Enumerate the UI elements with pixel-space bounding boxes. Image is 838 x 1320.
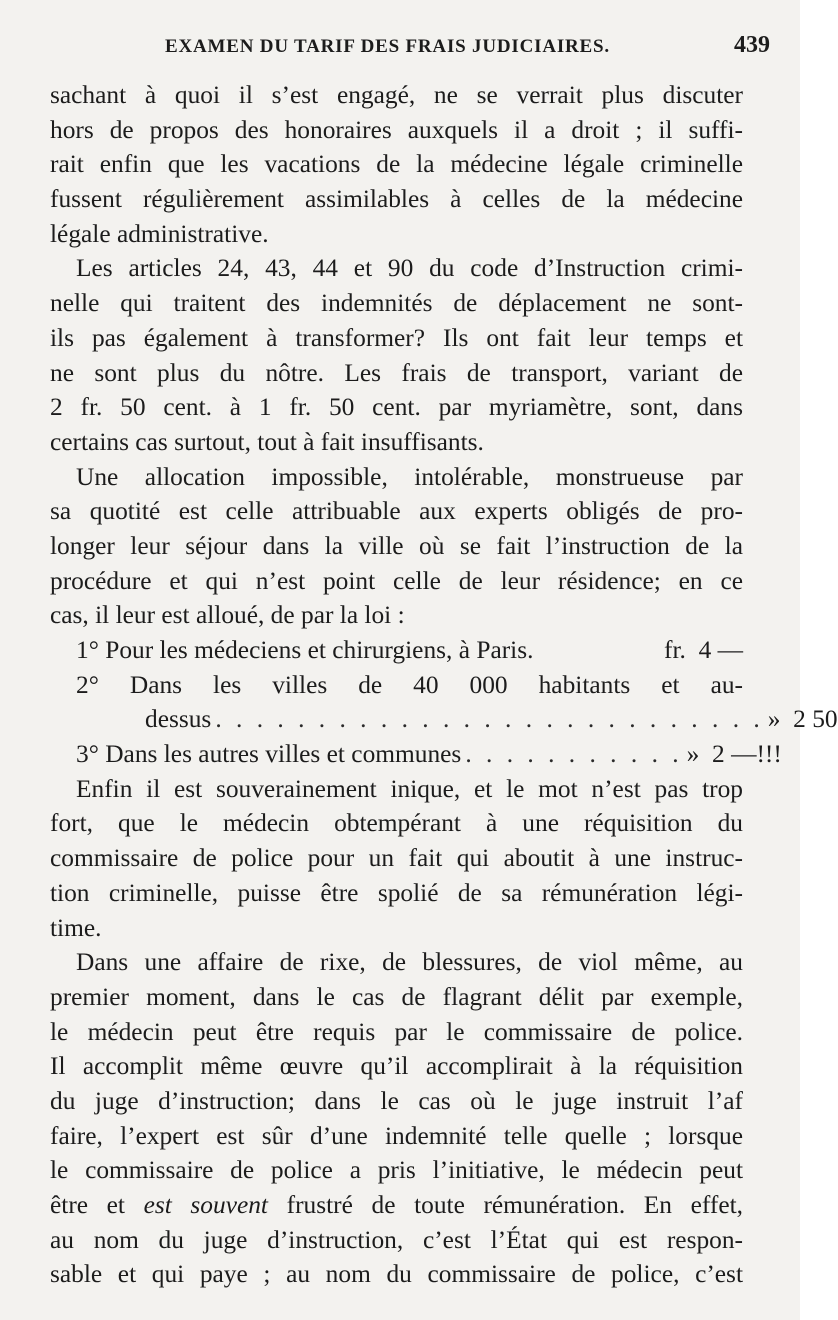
tariff-label: Pour les médeciens et chirurgiens, à Paris. [105, 636, 534, 664]
tariff-amount: 2 —!!! [712, 740, 782, 769]
text-line: time. [50, 913, 102, 942]
tariff-unit: » [767, 705, 781, 734]
text-line: Une allocation impossible, intolérable, monstrueuse par [76, 462, 743, 491]
tariff-number: 1° [76, 636, 99, 664]
tariff-amount: 2 50 [793, 705, 838, 734]
text-line: sachant à quoi il s’est engagé, ne se verrait plus discuter [50, 81, 743, 109]
tariff-number: 3° [76, 740, 99, 769]
text-line: Les articles 24, 43, 44 et 90 du code d’Instruction crimi- [76, 254, 743, 283]
text-line: sa quotité est celle attribuable aux experts obligés de pro- [50, 497, 743, 526]
body-text [50, 78, 838, 1292]
tariff-label: Dans les villes de 40 000 habitants et au- [129, 670, 743, 699]
italic-emphasis: est souvent [143, 1191, 268, 1219]
text-line: du juge d’instruction; dans le cas où le juge instruit l’af [50, 1086, 743, 1115]
dot-leader: . . . . . . . . . . . . . . . . . . . . . . . . . . . [215, 705, 764, 734]
text-line: nelle qui traitent des indemnités de déplacement ne sont- [50, 289, 743, 318]
tariff-row [50, 633, 743, 668]
running-head [50, 30, 770, 70]
text-line: procédure et qui n’est point celle de leur résidence; en ce [50, 566, 743, 595]
text-line: premier moment, dans le cas de flagrant délit par exemple, [50, 982, 743, 1011]
text-line: Dans une affaire de rixe, de blessures, de viol même, au [76, 948, 743, 977]
text-line: hors de propos des honoraires auxquels il a droit ; il suffi- [50, 115, 743, 144]
tariff-unit: fr. [664, 636, 686, 664]
text-line: longer leur séjour dans la ville où se fait l’instruction de la [50, 531, 743, 560]
text-line: commissaire de police pour un fait qui aboutit à une instruc- [50, 844, 743, 873]
text-line: ils pas également à transformer? Ils ont fait leur temps et [50, 323, 743, 352]
page-number: 439 [734, 32, 770, 58]
text-line: au nom du juge d’instruction, c’est l’État qui est respon- [50, 1225, 743, 1254]
tariff-label: Dans les autres villes et communes [105, 740, 462, 769]
text-line: sable et qui paye ; au nom du commissaire de police, c’est [50, 1260, 743, 1289]
running-title: EXAMEN DU TARIF DES FRAIS JUDICIAIRES. [165, 36, 610, 57]
tariff-continuation: dessus [145, 705, 212, 734]
text-line: fussent régulièrement assimilables à celles de la médecine [50, 185, 743, 214]
text-line: 2 fr. 50 cent. à 1 fr. 50 cent. par myriamètre, sont, dans [50, 393, 743, 422]
text-line: certains cas surtout, tout à fait insuffisants. [50, 427, 484, 456]
tariff-unit: » [686, 740, 700, 769]
text-line: le commissaire de police a pris l’initiative, le médecin peut [50, 1156, 743, 1185]
text-line: rait enfin que les vacations de la médecine légale criminelle [50, 150, 743, 179]
text-segment: être et [50, 1191, 125, 1219]
dot-leader: . . . . . . . . . . . [465, 740, 683, 769]
tariff-row [50, 702, 838, 737]
tariff-row [50, 668, 743, 703]
tariff-number: 2° [76, 670, 99, 699]
text-line: ne sont plus du nôtre. Les frais de transport, variant de [50, 358, 743, 387]
text-line: le médecin peut être requis par le commissaire de police. [50, 1017, 743, 1046]
text-line [50, 1188, 743, 1223]
text-segment: frustré de toute rémunération. En effet, [286, 1191, 743, 1219]
tariff-amount: 4 — [698, 636, 743, 664]
text-line: tion criminelle, puisse être spolié de sa rémunération légi- [50, 878, 743, 907]
text-line: légale administrative. [50, 219, 269, 248]
text-line: cas, il leur est alloué, de par la loi : [50, 601, 405, 630]
text-line: fort, que le médecin obtempérant à une réquisition du [50, 809, 743, 838]
tariff-row [50, 737, 782, 772]
text-line: Il accomplit même œuvre qu’il accomplirait à la réquisition [50, 1052, 743, 1081]
text-line: Enfin il est souverainement inique, et le mot n’est pas trop [76, 774, 743, 803]
text-line: faire, l’expert est sûr d’une indemnité telle quelle ; lorsque [50, 1121, 743, 1150]
